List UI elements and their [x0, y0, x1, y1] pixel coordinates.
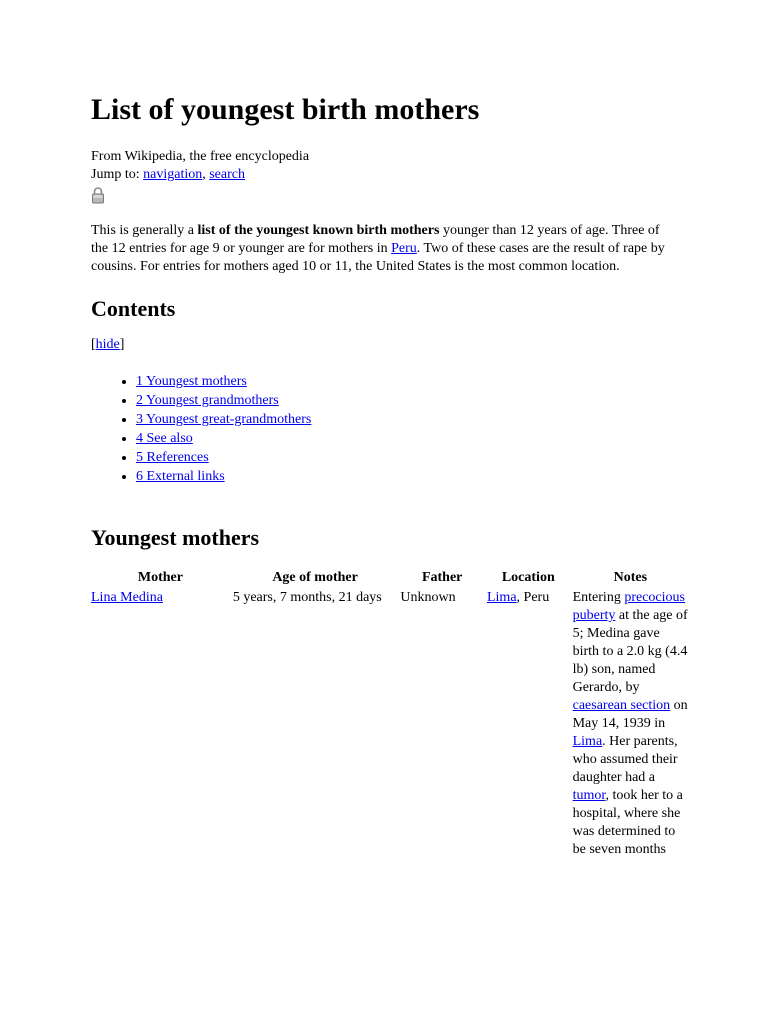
toc-toggle — [91, 336, 691, 354]
notes-link-lima[interactable]: Lima — [572, 734, 603, 749]
cell-location — [487, 587, 573, 859]
toc-item — [136, 391, 691, 410]
toc-bracket-open: [ — [91, 337, 96, 352]
cell-notes — [573, 587, 691, 859]
youngest-mothers-heading: Youngest mothers — [91, 525, 260, 550]
padlock-icon — [91, 186, 105, 204]
toc-hide-link[interactable]: hide — [95, 337, 120, 352]
toc-list — [91, 372, 691, 486]
intro-text-1: This is generally a — [91, 223, 198, 238]
toc-item — [136, 448, 691, 467]
mothers-table — [91, 569, 691, 859]
toc-item — [136, 429, 691, 448]
jump-search-link[interactable]: search — [209, 167, 245, 182]
notes-text-4: . Her parents, who assumed their daughter had a — [572, 734, 678, 785]
notes-link-caesarean-section[interactable]: caesarean section — [572, 698, 671, 713]
header-father: Father — [421, 570, 463, 585]
notes-text-3: on May 14, 1939 in — [572, 698, 688, 731]
jump-navigation-link[interactable]: navigation — [143, 167, 203, 182]
contents-heading: Contents — [91, 296, 176, 321]
mother-link[interactable]: Lina Medina — [91, 590, 163, 605]
jump-prefix: Jump to: — [91, 167, 144, 182]
intro-text-2: younger than 12 years of age. Three of the 12 entries for age 9 or younger are for mothers in — [91, 223, 660, 256]
cell-father: Unknown — [400, 590, 456, 605]
notes-text-2: at the age of 5; Medina gave birth to a 2.0 kg (4.4 lb) son, named Gerardo, by — [572, 608, 688, 695]
toc-link-external-links[interactable]: 6 External links — [136, 469, 225, 484]
header-location: Location — [501, 570, 555, 585]
cell-mother — [91, 587, 233, 859]
header-mother: Mother — [137, 570, 183, 585]
notes-text-5: , took her to a hospital, where she was determined to be seven months — [572, 788, 683, 857]
notes-text-1: Entering — [572, 590, 625, 605]
jump-separator: , — [202, 167, 210, 182]
toc-bracket-close: ] — [119, 337, 125, 352]
toc-link-youngest-great-grandmothers[interactable]: 3 Youngest great-grandmothers — [136, 412, 312, 427]
peru-link[interactable]: Peru — [391, 241, 417, 256]
toc-item — [136, 467, 691, 486]
header-notes: Notes — [613, 570, 648, 585]
intro-bold-term: list of the youngest known birth mothers — [197, 223, 440, 238]
cell-age: 5 years, 7 months, 21 days — [232, 590, 382, 605]
toc-link-youngest-mothers[interactable]: 1 Youngest mothers — [136, 374, 247, 389]
toc-link-see-also[interactable]: 4 See also — [136, 431, 193, 446]
toc-item — [136, 372, 691, 391]
location-link[interactable]: Lima — [486, 590, 517, 605]
header-age: Age of mother — [272, 570, 358, 585]
intro-text-3: . Two of these cases are the result of rape by cousins. For entries for mothers aged 10 or 11, the United States is the most common location. — [91, 241, 665, 274]
toc-item — [136, 410, 691, 429]
toc-link-references[interactable]: 5 References — [136, 450, 209, 465]
intro-paragraph — [91, 222, 676, 276]
location-rest: , Peru — [516, 590, 550, 605]
jump-to-line — [91, 166, 691, 184]
toc-link-youngest-grandmothers[interactable]: 2 Youngest grandmothers — [136, 393, 279, 408]
table-row — [91, 587, 691, 859]
notes-link-tumor[interactable]: tumor — [572, 788, 606, 803]
site-subtitle: From Wikipedia, the free encyclopedia — [91, 149, 310, 164]
page-title: List of youngest birth mothers — [91, 93, 480, 126]
table-header-row — [91, 569, 691, 587]
notes-link-precocious-puberty[interactable]: precocious puberty — [572, 590, 685, 623]
